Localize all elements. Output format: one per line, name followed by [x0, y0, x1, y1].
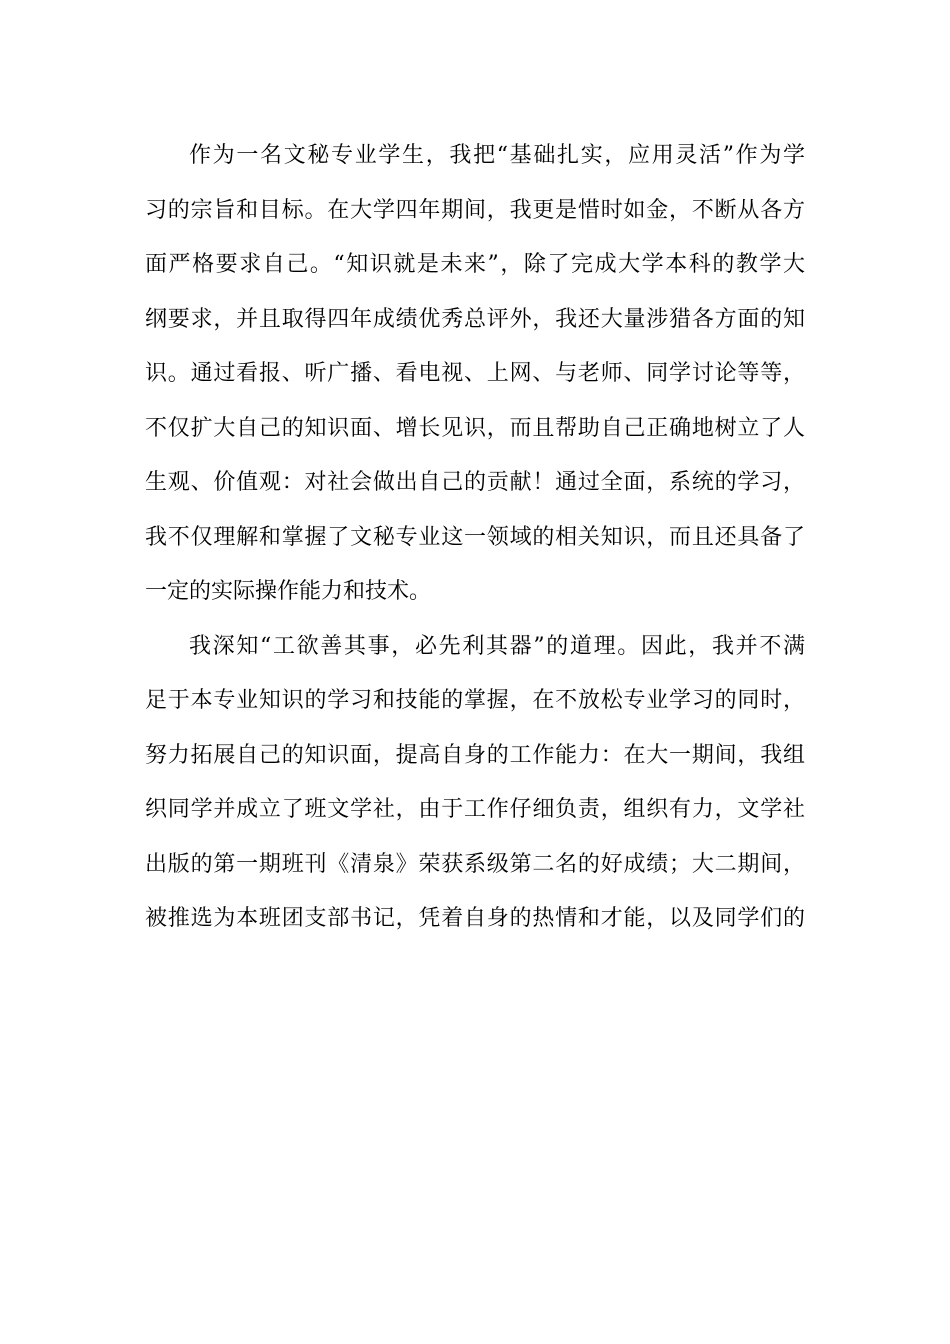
paragraph-1-line-7: 生观、价值观：对社会做出自己的贡献！通过全面，系统的学习， [145, 470, 805, 495]
paragraph-2-line-1: 我深知“工欲善其事，必先利其器”的道理。因此，我并不满 [189, 633, 805, 659]
paragraph-1-line-4: 纲要求，并且取得四年成绩优秀总评外，我还大量涉猎各方面的知 [145, 306, 805, 332]
paragraph-1-line-8: 我不仅理解和掌握了文秘专业这一领域的相关知识，而且还具备了 [145, 524, 805, 550]
paragraph-1-line-9: 一定的实际操作能力和技术。 [145, 579, 432, 604]
paragraph-2-line-2: 足于本专业知识的学习和技能的掌握，在不放松专业学习的同时， [145, 688, 805, 713]
paragraph-1-line-6: 不仅扩大自己的知识面、增长见识，而且帮助自己正确地树立了人 [145, 415, 805, 441]
document-body [145, 129, 805, 947]
paragraph-1-line-3: 面严格要求自己。“知识就是未来”，除了完成大学本科的教学大 [145, 252, 805, 277]
paragraph-1-line-1: 作为一名文秘专业学生，我把“基础扎实，应用灵活”作为学 [189, 143, 805, 168]
paragraph-2-line-6: 被推选为本班团支部书记，凭着自身的热情和才能，以及同学们的 [145, 906, 805, 931]
paragraph-2-line-5: 出版的第一期班刊《清泉》荣获系级第二名的好成绩；大二期间， [145, 851, 805, 877]
paragraph-1-line-2: 习的宗旨和目标。在大学四年期间，我更是惜时如金，不断从各方 [145, 197, 805, 223]
paragraph-2-line-3: 努力拓展自己的知识面，提高自身的工作能力：在大一期间，我组 [145, 742, 805, 768]
paragraph-2-line-4: 织同学并成立了班文学社，由于工作仔细负责，组织有力，文学社 [145, 797, 805, 822]
paragraph-1-line-5: 识。通过看报、听广播、看电视、上网、与老师、同学讨论等等， [145, 361, 805, 386]
